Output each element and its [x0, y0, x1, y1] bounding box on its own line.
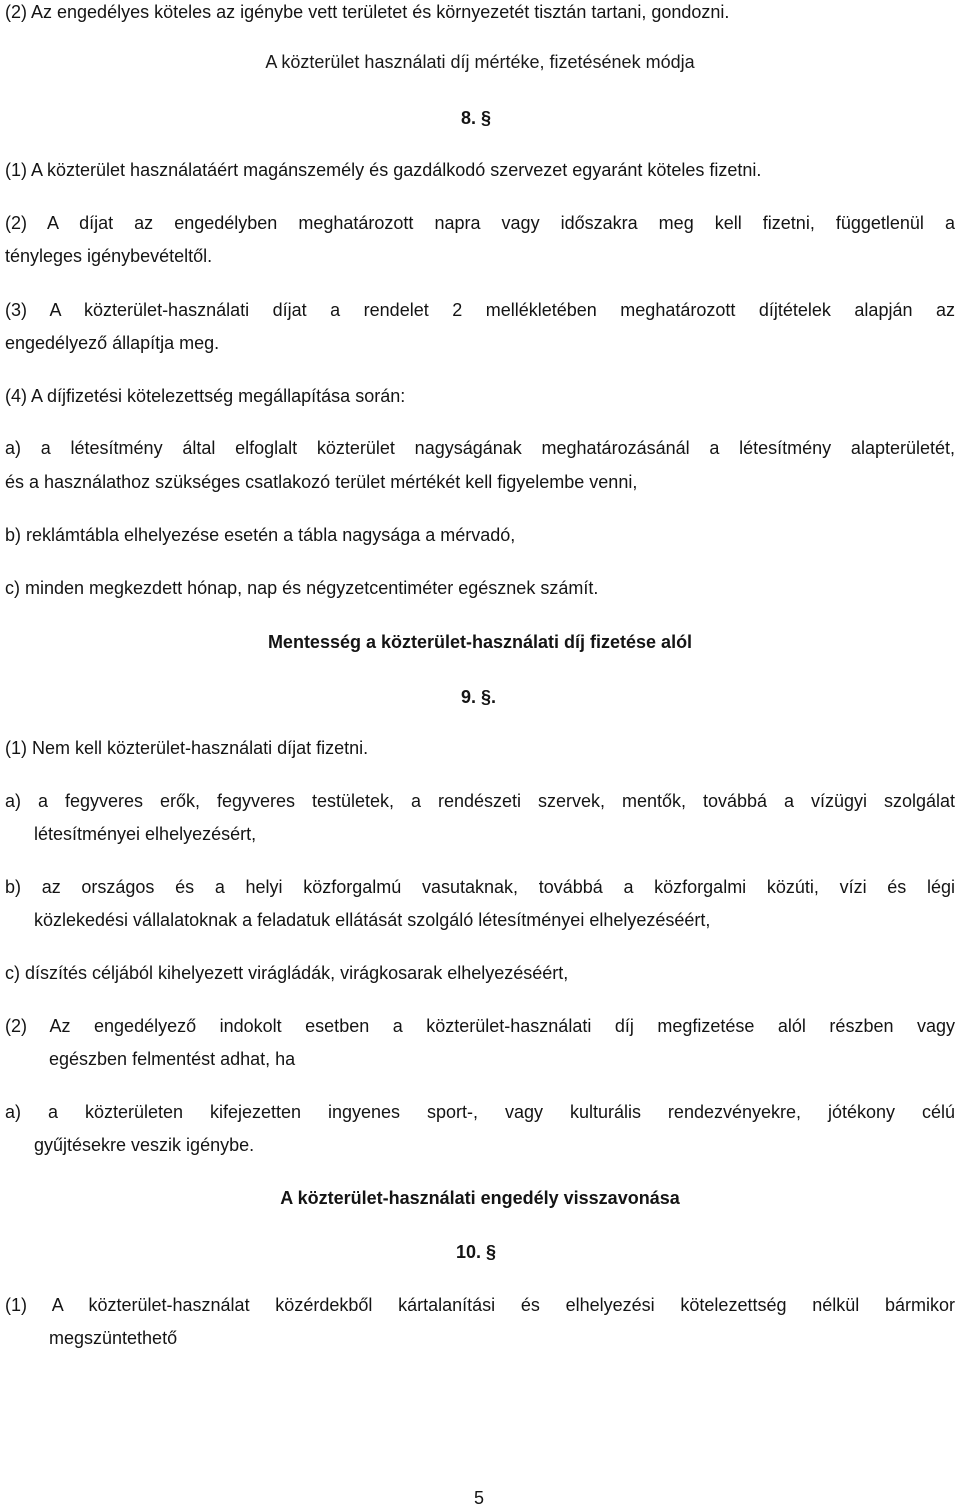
paragraph-line: és a használathoz szükséges csatlakozó terület mértékét kell figyelembe venni,	[5, 472, 638, 492]
paragraph-line: közlekedési vállalatoknak a feladatuk ellátását szolgáló létesítményei elhelyezéséért,	[34, 910, 711, 930]
section-heading: A közterület használati díj mértéke, fizetésének módja	[265, 52, 695, 72]
page-number: 5	[474, 1488, 485, 1508]
paragraph-line: gyűjtésekre veszik igénybe.	[34, 1135, 255, 1155]
section-number: 8. §	[461, 108, 492, 128]
paragraph-line: (4) A díjfizetési kötelezettség megállapítása során:	[5, 386, 406, 406]
section-heading: Mentesség a közterület-használati díj fizetése alól	[267, 632, 693, 652]
paragraph-line: egészben felmentést adhat, ha	[49, 1049, 296, 1069]
paragraph-line: a) a létesítmény által elfoglalt közterület nagyságának meghatározásánál a létesítmény alapterületét,	[5, 438, 955, 458]
section-number: 9. §.	[461, 687, 497, 707]
paragraph-line: (3) A közterület-használati díjat a rendelet 2 mellékletében meghatározott díjtételek alapján az	[5, 300, 955, 320]
paragraph-line: (2) Az engedélyező indokolt esetben a közterület-használati díj megfizetése alól részben vagy	[5, 1016, 955, 1036]
paragraph-line: b) reklámtábla elhelyezése esetén a tábla nagysága a mérvadó,	[5, 525, 516, 545]
paragraph-line: (1) Nem kell közterület-használati díjat fizetni.	[5, 738, 369, 758]
paragraph-line: a) a közterületen kifejezetten ingyenes sport-, vagy kulturális rendezvényekre, jótékony célú	[5, 1102, 955, 1122]
paragraph-line: a) a fegyveres erők, fegyveres testületek, a rendészeti szervek, mentők, továbbá a vízügyi szolgálat	[5, 791, 955, 811]
paragraph-line: (1) A közterület használatáért magánszemély és gazdálkodó szervezet egyaránt köteles fizetni.	[5, 160, 762, 180]
paragraph-line: (1) A közterület-használat közérdekből kártalanítási és elhelyezési kötelezettség nélkül bármikor	[5, 1295, 955, 1315]
paragraph-line: létesítményei elhelyezésért,	[34, 824, 257, 844]
section-heading: A közterület-használati engedély visszavonása	[280, 1188, 680, 1208]
paragraph-line: megszüntethető	[49, 1328, 178, 1348]
paragraph-line: c) díszítés céljából kihelyezett virágládák, virágkosarak elhelyezéséért,	[5, 963, 569, 983]
paragraph-line: c) minden megkezdett hónap, nap és négyzetcentiméter egésznek számít.	[5, 578, 599, 598]
paragraph-line: (2) Az engedélyes köteles az igénybe vett területet és környezetét tisztán tartani, gondozni.	[5, 2, 730, 22]
paragraph-line: engedélyező állapítja meg.	[5, 333, 220, 353]
section-number: 10. §	[456, 1242, 497, 1262]
paragraph-line: tényleges igénybevételtől.	[5, 246, 213, 266]
paragraph-line: b) az országos és a helyi közforgalmú vasutaknak, továbbá a közforgalmi közúti, vízi és légi	[5, 877, 955, 897]
paragraph-line: (2) A díjat az engedélyben meghatározott napra vagy időszakra meg kell fizetni, függetlenül a	[5, 213, 955, 233]
